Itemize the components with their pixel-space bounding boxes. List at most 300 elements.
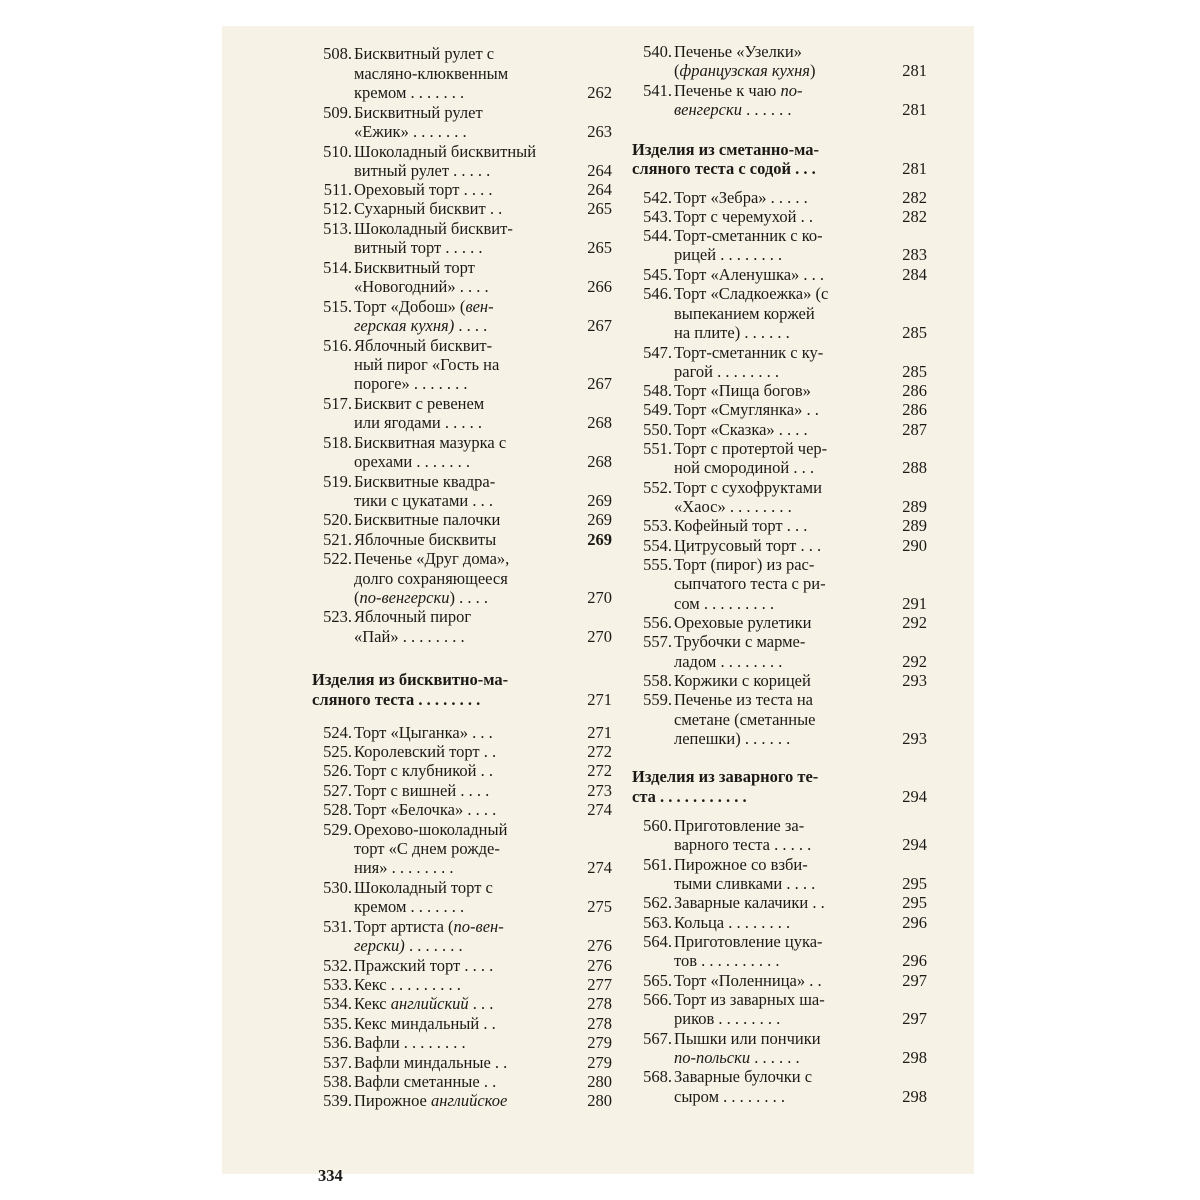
entry-number: 510. [323, 142, 352, 161]
section-heading: Изделия из сметанно-ма- [632, 140, 819, 159]
entry-title: Яблочный бисквит- [354, 336, 493, 355]
entry-number: 516. [323, 336, 352, 355]
toc-entry-line [622, 400, 927, 420]
entry-page-number: 270 [587, 588, 612, 607]
toc-entry-line [302, 878, 612, 898]
toc-entry-line [622, 284, 927, 304]
toc-entry-line [622, 516, 927, 536]
entry-number: 530. [323, 878, 352, 897]
entry-title: Торт из заварных ша- [674, 990, 825, 1009]
toc-entry-line [302, 180, 612, 200]
entry-title: Торт «Цыганка» . . . [354, 723, 493, 742]
toc-entry-line [302, 472, 612, 492]
entry-title: сом . . . . . . . . . [674, 594, 774, 613]
toc-entry-line [302, 258, 612, 278]
entry-page-number: 292 [902, 613, 927, 632]
entry-title: торт «С днем рожде- [354, 839, 500, 858]
toc-entry-line [302, 355, 612, 375]
toc-entry-line [302, 142, 612, 162]
entry-title: Кекс миндальный . . [354, 1014, 496, 1033]
section-heading-line [622, 159, 927, 179]
toc-entry-line [622, 42, 927, 62]
entry-page-number: 296 [902, 913, 927, 932]
toc-entry-line [622, 594, 927, 614]
toc-entry-line [622, 816, 927, 836]
entry-number: 551. [643, 439, 672, 458]
entry-page-number: 294 [902, 835, 927, 854]
entry-number: 545. [643, 265, 672, 284]
toc-entry-line [622, 835, 927, 855]
entry-page-number: 274 [587, 800, 612, 819]
entry-number: 538. [323, 1072, 352, 1091]
toc-entry-line [302, 433, 612, 453]
entry-page-number: 292 [902, 652, 927, 671]
book-page [222, 26, 974, 1185]
toc-entry-line [302, 277, 612, 297]
toc-entry-line [302, 975, 612, 995]
entry-number: 548. [643, 381, 672, 400]
entry-title: Королевский торт . . [354, 742, 497, 761]
entry-number: 518. [323, 433, 352, 452]
entry-number: 532. [323, 956, 352, 975]
entry-page-number: 289 [902, 497, 927, 516]
toc-entry-line [302, 122, 612, 142]
entry-page-number: 279 [587, 1053, 612, 1072]
toc-entry-line [622, 245, 927, 265]
entry-title: Трубочки с марме- [674, 632, 806, 651]
entry-number: 524. [323, 723, 352, 742]
entry-title: рагой . . . . . . . . [674, 362, 780, 381]
entry-page-number: 273 [587, 781, 612, 800]
section-heading-line [302, 670, 612, 690]
entry-number: 526. [323, 761, 352, 780]
entry-number: 566. [643, 990, 672, 1009]
entry-page-number: 276 [587, 936, 612, 955]
toc-entry-line [302, 297, 612, 317]
entry-number: 562. [643, 893, 672, 912]
entry-page-number: 280 [587, 1072, 612, 1091]
entry-number: 539. [323, 1091, 352, 1110]
toc-entry-line [622, 478, 927, 498]
toc-entry-line [302, 530, 612, 550]
entry-page-number: 297 [902, 1009, 927, 1028]
entry-page-number: 266 [587, 277, 612, 296]
entry-title: Цитрусовый торт . . . [674, 536, 822, 555]
toc-entry-line [302, 161, 612, 181]
toc-entry-line [302, 858, 612, 878]
section-heading-line [622, 787, 927, 807]
toc-column-left [302, 26, 612, 1126]
entry-title: Бисквитная мазурка с [354, 433, 507, 452]
entry-number: 514. [323, 258, 352, 277]
entry-title: витный торт . . . . . [354, 238, 483, 257]
entry-title: Торт с сухофруктами [674, 478, 822, 497]
toc-entry-line [622, 671, 927, 691]
toc-entry-line [622, 690, 927, 710]
entry-number: 521. [323, 530, 352, 549]
entry-page-number: 296 [902, 951, 927, 970]
entry-number: 517. [323, 394, 352, 413]
toc-entry-line [622, 207, 927, 227]
entry-title: «Новогодний» . . . . [354, 277, 489, 296]
entry-number: 546. [643, 284, 672, 303]
entry-title: Торт артиста (по-вен- [354, 917, 504, 936]
entry-title: Кофейный торт . . . [674, 516, 808, 535]
toc-entry-line [302, 742, 612, 762]
toc-entry-line [622, 381, 927, 401]
entry-title: витный рулет . . . . . [354, 161, 491, 180]
toc-entry-line [302, 64, 612, 84]
toc-entry-line [302, 549, 612, 569]
toc-entry-line [622, 420, 927, 440]
entry-number: 555. [643, 555, 672, 574]
entry-title: Пирожное со взби- [674, 855, 808, 874]
entry-number: 541. [643, 81, 672, 100]
entry-number: 509. [323, 103, 352, 122]
entry-page-number: 298 [902, 1087, 927, 1106]
section-heading: Изделия из заварного те- [632, 767, 819, 786]
entry-page-number: 274 [587, 858, 612, 877]
toc-entry-line [302, 994, 612, 1014]
entry-page-number: 263 [587, 122, 612, 141]
entry-title: Пражский торт . . . . [354, 956, 494, 975]
entry-title: «Пай» . . . . . . . . [354, 627, 465, 646]
entry-number: 512. [323, 199, 352, 218]
entry-title: «Ежик» . . . . . . . [354, 122, 467, 141]
entry-number: 543. [643, 207, 672, 226]
toc-entry-line [302, 336, 612, 356]
entry-title: Печенье из теста на [674, 690, 814, 709]
entry-title: Торт «Сказка» . . . . [674, 420, 808, 439]
entry-page-number: 272 [587, 761, 612, 780]
entry-title: герски) . . . . . . . [354, 936, 463, 955]
toc-entry-line [302, 569, 612, 589]
toc-entry-line [622, 913, 927, 933]
entry-number: 550. [643, 420, 672, 439]
entry-page-number: 288 [902, 458, 927, 477]
entry-title: Торт с протертой чер- [674, 439, 828, 458]
entry-title: ный пирог «Гость на [354, 355, 500, 374]
toc-entry-line [622, 323, 927, 343]
entry-title: ния» . . . . . . . . [354, 858, 454, 877]
entry-title: Печенье «Друг дома», [354, 549, 510, 568]
entry-title: ной смородиной . . . [674, 458, 814, 477]
toc-entry-line [622, 855, 927, 875]
section-heading: ста . . . . . . . . . . . [632, 787, 747, 806]
entry-title: Торт с вишней . . . . [354, 781, 490, 800]
entry-number: 564. [643, 932, 672, 951]
toc-entry-line [302, 781, 612, 801]
toc-entry-line [622, 226, 927, 246]
entry-page-number: 293 [902, 671, 927, 690]
entry-page-number: 297 [902, 971, 927, 990]
entry-title: выпеканием коржей [674, 304, 815, 323]
entry-number: 552. [643, 478, 672, 497]
entry-title: тики с цукатами . . . [354, 491, 493, 510]
entry-title: лепешки) . . . . . . [674, 729, 791, 748]
entry-number: 519. [323, 472, 352, 491]
entry-title: Торт с черемухой . . [674, 207, 813, 226]
entry-title: или ягодами . . . . . [354, 413, 482, 432]
entry-page-number: 279 [587, 1033, 612, 1052]
toc-entry-line [622, 304, 927, 324]
entry-title: Печенье к чаю по- [674, 81, 803, 100]
entry-title: Торт-сметанник с ку- [674, 343, 824, 362]
entry-title: Пирожное английское [354, 1091, 508, 1110]
entry-number: 554. [643, 536, 672, 555]
entry-page-number: 265 [587, 238, 612, 257]
entry-title: пороге» . . . . . . . [354, 374, 468, 393]
toc-entry-line [302, 103, 612, 123]
entry-number: 525. [323, 742, 352, 761]
entry-number: 537. [323, 1053, 352, 1072]
toc-entry-line [622, 951, 927, 971]
entry-title: Кекс английский . . . [354, 994, 494, 1013]
entry-title: Заварные булочки с [674, 1067, 813, 1086]
entry-page-number: 287 [902, 420, 927, 439]
section-heading: сляного теста с содой . . . [632, 159, 816, 178]
toc-entry-line [622, 652, 927, 672]
entry-page-number: 264 [587, 180, 612, 199]
toc-entry-line [302, 199, 612, 219]
entry-title: Торт-сметанник с ко- [674, 226, 823, 245]
entry-title: Вафли миндальные . . [354, 1053, 508, 1072]
entry-page-number: 293 [902, 729, 927, 748]
entry-page-number: 283 [902, 245, 927, 264]
toc-entry-line [622, 439, 927, 459]
entry-title: долго сохраняющееся [354, 569, 508, 588]
entry-title: Торт «Поленница» . . [674, 971, 822, 990]
toc-entry-line [622, 100, 927, 120]
toc-entry-line [302, 723, 612, 743]
entry-title: венгерски . . . . . . [674, 100, 792, 119]
entry-title: кремом . . . . . . . [354, 83, 465, 102]
entry-number: 567. [643, 1029, 672, 1048]
entry-title: на плите) . . . . . . [674, 323, 790, 342]
entry-page-number: 298 [902, 1048, 927, 1067]
entry-title: (по-венгерски) . . . . [354, 588, 488, 607]
toc-entry-line [302, 897, 612, 917]
toc-entry-line [302, 491, 612, 511]
entry-page-number: 272 [587, 742, 612, 761]
entry-number: 520. [323, 510, 352, 529]
toc-entry-line [622, 932, 927, 952]
entry-number: 527. [323, 781, 352, 800]
entry-title: Шоколадный бисквитный [354, 142, 537, 161]
entry-page-number: 281 [902, 100, 927, 119]
entry-title: Торт «Белочка» . . . . [354, 800, 497, 819]
entry-number: 557. [643, 632, 672, 651]
entry-page-number: 265 [587, 199, 612, 218]
toc-entry-line [622, 893, 927, 913]
entry-number: 511. [323, 180, 352, 199]
entry-page-number: 278 [587, 1014, 612, 1033]
entry-title: тыми сливками . . . . [674, 874, 816, 893]
section-heading: сляного теста . . . . . . . . [312, 690, 481, 709]
entry-page-number: 269 [587, 491, 612, 510]
entry-title: ладом . . . . . . . . [674, 652, 783, 671]
entry-title: Вафли . . . . . . . . [354, 1033, 466, 1052]
toc-entry-line [302, 588, 612, 608]
entry-title: Бисквит с ревенем [354, 394, 485, 413]
toc-entry-line [622, 265, 927, 285]
entry-page-number: 280 [587, 1091, 612, 1110]
toc-entry-line [302, 510, 612, 530]
toc-entry-line [622, 1067, 927, 1087]
entry-title: Яблочный пирог [354, 607, 472, 626]
entry-page-number: 286 [902, 381, 927, 400]
toc-entry-line [302, 956, 612, 976]
entry-title: Заварные калачики . . [674, 893, 825, 912]
entry-page-number: 262 [587, 83, 612, 102]
entry-title: сыром . . . . . . . . [674, 1087, 786, 1106]
toc-entry-line [622, 632, 927, 652]
toc-entry-line [622, 1009, 927, 1029]
entry-title: Шоколадный бисквит- [354, 219, 513, 238]
toc-entry-line [622, 1048, 927, 1068]
entry-page-number: 276 [587, 956, 612, 975]
toc-entry-line [622, 971, 927, 991]
entry-page-number: 295 [902, 893, 927, 912]
entry-title: Торт «Зебра» . . . . . [674, 188, 808, 207]
toc-entry-line [622, 1087, 927, 1107]
entry-number: 535. [323, 1014, 352, 1033]
entry-page-number: 269 [587, 530, 612, 549]
toc-entry-line [302, 761, 612, 781]
entry-title: Яблочные бисквиты [354, 530, 497, 549]
entry-title: Приготовление за- [674, 816, 805, 835]
entry-number: 508. [323, 44, 352, 63]
toc-entry-line [622, 555, 927, 575]
entry-title: Бисквитные палочки [354, 510, 501, 529]
entry-page-number: 271 [587, 690, 612, 709]
entry-page-number: 281 [902, 61, 927, 80]
entry-page-number: 277 [587, 975, 612, 994]
toc-entry-line [622, 188, 927, 208]
entry-number: 534. [323, 994, 352, 1013]
toc-entry-line [622, 81, 927, 101]
entry-number: 523. [323, 607, 352, 626]
toc-entry-line [622, 61, 927, 81]
entry-number: 547. [643, 343, 672, 362]
entry-number: 529. [323, 820, 352, 839]
entry-page-number: 264 [587, 161, 612, 180]
entry-page-number: 285 [902, 362, 927, 381]
entry-number: 515. [323, 297, 352, 316]
toc-entry-line [622, 1029, 927, 1049]
entry-number: 536. [323, 1033, 352, 1052]
entry-number: 549. [643, 400, 672, 419]
entry-page-number: 271 [587, 723, 612, 742]
entry-page-number: 294 [902, 787, 927, 806]
entry-title: Ореховый торт . . . . [354, 180, 493, 199]
entry-title: Коржики с корицей [674, 671, 811, 690]
entry-title: варного теста . . . . . [674, 835, 812, 854]
entry-number: 522. [323, 549, 352, 568]
toc-entry-line [302, 44, 612, 64]
entry-page-number: 281 [902, 159, 927, 178]
toc-entry-line [302, 607, 612, 627]
toc-entry-line [302, 1053, 612, 1073]
entry-title: сметане (сметанные [674, 710, 816, 729]
entry-page-number: 291 [902, 594, 927, 613]
toc-entry-line [302, 1072, 612, 1092]
entry-page-number: 270 [587, 627, 612, 646]
entry-number: 513. [323, 219, 352, 238]
toc-entry-line [622, 729, 927, 749]
toc-entry-line [302, 839, 612, 859]
toc-entry-line [622, 343, 927, 363]
entry-title: масляно-клюквенным [354, 64, 509, 83]
entry-page-number: 290 [902, 536, 927, 555]
entry-number: 531. [323, 917, 352, 936]
toc-entry-line [622, 874, 927, 894]
entry-number: 563. [643, 913, 672, 932]
section-heading-line [622, 767, 927, 787]
entry-number: 540. [643, 42, 672, 61]
entry-number: 565. [643, 971, 672, 990]
entry-page-number: 267 [587, 374, 612, 393]
entry-title: Орехово-шоколадный [354, 820, 508, 839]
toc-entry-line [622, 458, 927, 478]
toc-entry-line [302, 820, 612, 840]
page-number: 334 [318, 1166, 343, 1185]
entry-title: Приготовление цука- [674, 932, 823, 951]
entry-page-number: 278 [587, 994, 612, 1013]
entry-title: Бисквитные квадра- [354, 472, 496, 491]
entry-title: (французская кухня) [674, 61, 816, 80]
entry-title: Торт (пирог) из рас- [674, 555, 815, 574]
entry-page-number: 295 [902, 874, 927, 893]
entry-title: кремом . . . . . . . [354, 897, 465, 916]
entry-page-number: 268 [587, 452, 612, 471]
entry-title: Шоколадный торт с [354, 878, 493, 897]
entry-title: Торт с клубникой . . [354, 761, 494, 780]
section-heading: Изделия из бисквитно-ма- [312, 670, 509, 689]
toc-entry-line [622, 613, 927, 633]
toc-entry-line [622, 497, 927, 517]
entry-number: 542. [643, 188, 672, 207]
entry-number: 558. [643, 671, 672, 690]
entry-title: рицей . . . . . . . . [674, 245, 783, 264]
toc-entry-line [302, 238, 612, 258]
section-heading-line [302, 690, 612, 710]
toc-entry-line [302, 1033, 612, 1053]
entry-page-number: 268 [587, 413, 612, 432]
toc-entry-line [622, 536, 927, 556]
toc-entry-line [302, 394, 612, 414]
entry-page-number: 282 [902, 188, 927, 207]
toc-entry-line [302, 936, 612, 956]
entry-title: Торт «Пища богов» [674, 381, 811, 400]
entry-page-number: 284 [902, 265, 927, 284]
toc-entry-line [302, 316, 612, 336]
entry-number: 528. [323, 800, 352, 819]
entry-title: риков . . . . . . . . [674, 1009, 781, 1028]
entry-page-number: 282 [902, 207, 927, 226]
toc-entry-line [302, 374, 612, 394]
entry-title: сыпчатого теста с ри- [674, 574, 826, 593]
entry-number: 544. [643, 226, 672, 245]
toc-entry-line [302, 1014, 612, 1034]
entry-title: Бисквитный рулет [354, 103, 483, 122]
entry-page-number: 269 [587, 510, 612, 529]
toc-entry-line [622, 574, 927, 594]
entry-title: «Хаос» . . . . . . . . [674, 497, 792, 516]
toc-entry-line [302, 219, 612, 239]
entry-title: Ореховые рулетики [674, 613, 812, 632]
entry-number: 556. [643, 613, 672, 632]
